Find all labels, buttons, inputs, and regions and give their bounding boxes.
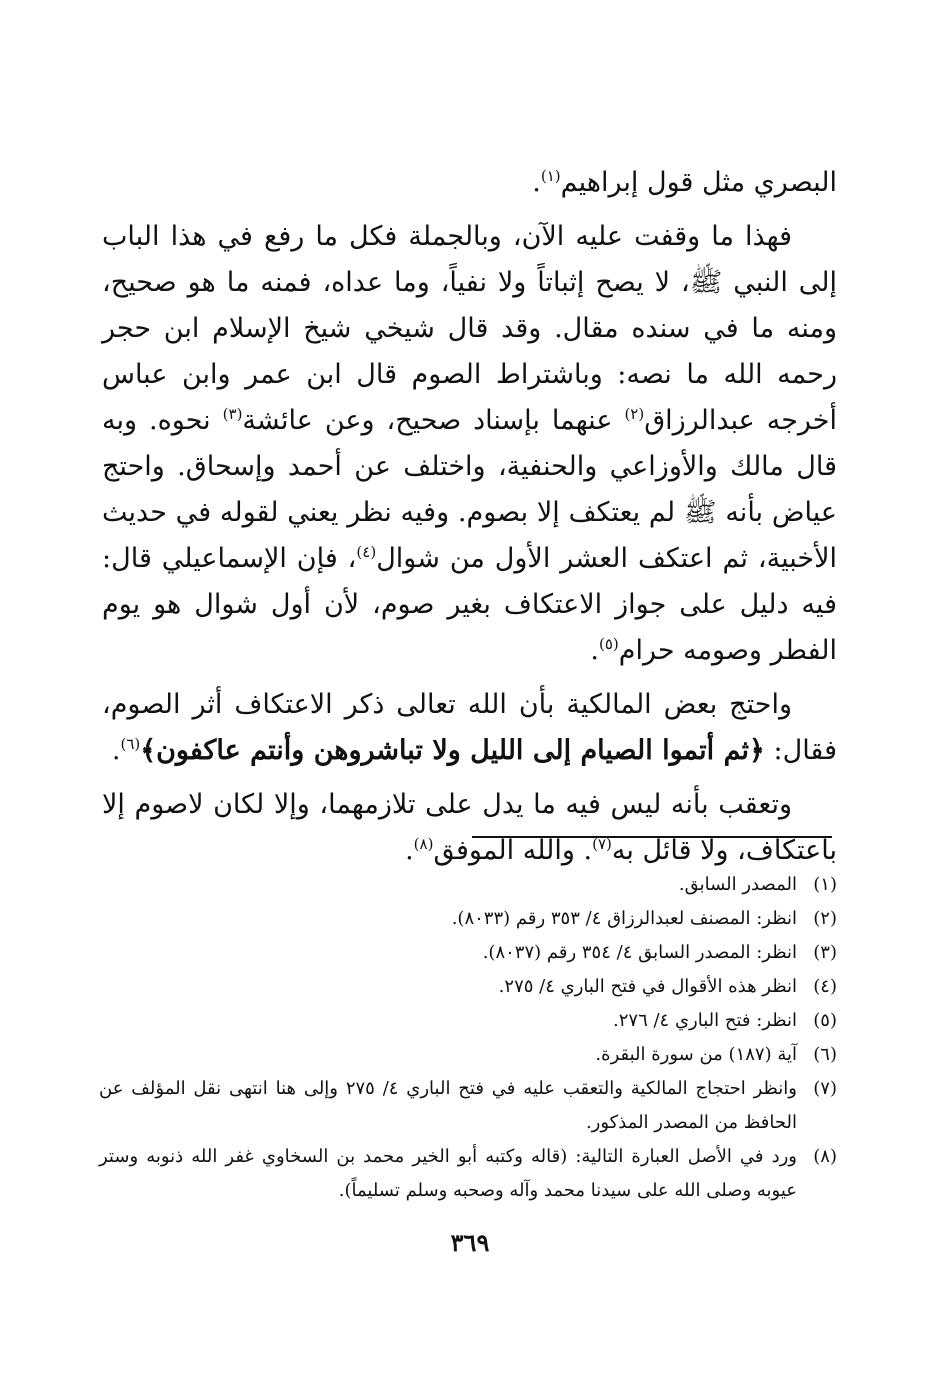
footnote-number: (٦)	[813, 1044, 837, 1065]
page-number: ٣٦٩	[450, 1228, 490, 1257]
paragraph-text: ، فإن الإسماعيلي قال: فيه دليل على جواز الاعتكاف بغير صوم، لأن أول شوال هو يوم الفطر وصومه حرام	[102, 543, 837, 666]
footnote-text: ورد في الأصل العبارة التالية: (قاله وكتبه أبو الخير محمد بن السخاوي غفر الله ذنوبه وستر عيوبه وصلى الله على سيدنا محمد وآله وصحبه وسلم تسليماً).	[99, 1146, 797, 1201]
period: .	[111, 735, 121, 766]
paragraph-text: . والله الموفق	[433, 835, 593, 866]
period: .	[532, 167, 541, 198]
footnote-ref-4[interactable]: (٤)	[356, 543, 377, 561]
paragraph-text: البصري مثل قول إبراهيم	[560, 167, 837, 198]
footnote-item	[99, 1140, 837, 1208]
paragraph-4	[102, 782, 837, 874]
footnote-ref-1[interactable]: (١)	[540, 167, 561, 185]
footnote-text: انظر: فتح الباري ٤/ ٢٧٦.	[613, 1010, 797, 1031]
footnote-number: (٤)	[813, 976, 837, 997]
footnote-text: انظر هذه الأقوال في فتح الباري ٤/ ٢٧٥.	[498, 976, 797, 997]
footnote-item	[99, 970, 837, 1004]
paragraph-text: واحتج بعض المالكية بأن الله تعالى ذكر الاعتكاف أثر الصوم، فقال:	[102, 689, 837, 766]
footnote-ref-2[interactable]: (٢)	[624, 405, 645, 423]
main-text	[102, 160, 837, 882]
paragraph-3	[102, 682, 837, 774]
footnote-number: (٣)	[813, 942, 837, 963]
footnote-text: انظر: المصدر السابق ٤/ ٣٥٤ رقم (٨٠٣٧).	[482, 942, 797, 963]
footnote-text: وانظر احتجاج المالكية والتعقب عليه في فتح الباري ٤/ ٢٧٥ وإلى هنا انتهى نقل المؤلف عن الحافظ من المصدر المذكور.	[99, 1078, 797, 1133]
paragraph-text: نحوه. وبه قال مالك والأوزاعي والحنفية، واختلف عن أحمد وإسحاق. واحتج عياض بأنه ﷺ لم يعتكف إلا بصوم. وفيه نظر يعني لقوله في حديث الأخبية، ثم اعتكف العشر الأول من شوال	[102, 405, 837, 574]
footnote-number: (٢)	[813, 908, 837, 929]
footnote-item	[99, 902, 837, 936]
footnote-number: (٧)	[813, 1078, 837, 1099]
footnote-separator	[472, 836, 832, 838]
footnote-item	[99, 936, 837, 970]
paragraph-text: عنهما بإسناد صحيح، وعن عائشة	[242, 405, 613, 436]
footnote-text: انظر: المصنف لعبدالرزاق ٤/ ٣٥٣ رقم (٨٠٣٣).	[451, 908, 797, 929]
footnote-text: المصدر السابق.	[678, 874, 797, 895]
footnotes-list	[99, 868, 837, 1208]
footnote-item	[99, 1004, 837, 1038]
footnote-item	[99, 1038, 837, 1072]
footnote-number: (٨)	[813, 1146, 837, 1167]
footnote-ref-7[interactable]: (٧)	[592, 835, 612, 853]
footnote-text: آية (١٨٧) من سورة البقرة.	[595, 1044, 797, 1065]
paragraph-text: وتعقب بأنه ليس فيه ما يدل على تلازمهما، وإلا لكان لاصوم إلا باعتكاف، ولا قائل به	[102, 789, 837, 866]
footnote-ref-6[interactable]: (٦)	[120, 735, 141, 753]
footnote-ref-5[interactable]: (٥)	[598, 635, 619, 653]
paragraph-text: فهذا ما وقفت عليه الآن، وبالجملة فكل ما رفع في هذا الباب إلى النبي ﷺ، لا يصح إثباتاً ولا نفياً، وما عداه، فمنه ما هو صحيح، ومنه ما في سنده مقال. وقد قال شيخي شيخ الإسلام ابن حجر رحمه الله ما نصه: وباشتراط الصوم قال ابن عمر وابن عباس أخرجه عبدالرزاق	[102, 221, 838, 436]
footnote-item	[99, 868, 837, 902]
period: .	[405, 835, 414, 866]
period: .	[590, 635, 599, 666]
footnote-item	[99, 1072, 837, 1140]
footnote-number: (١)	[813, 874, 837, 895]
footnote-number: (٥)	[813, 1010, 837, 1031]
quran-verse: ﴿ثم أتموا الصيام إلى الليل ولا تباشروهن وأنتم عاكفون﴾	[140, 735, 765, 766]
footnote-ref-3[interactable]: (٣)	[222, 405, 243, 423]
footnote-ref-8[interactable]: (٨)	[413, 835, 434, 853]
paragraph-2	[102, 214, 837, 674]
paragraph-1	[102, 160, 837, 206]
